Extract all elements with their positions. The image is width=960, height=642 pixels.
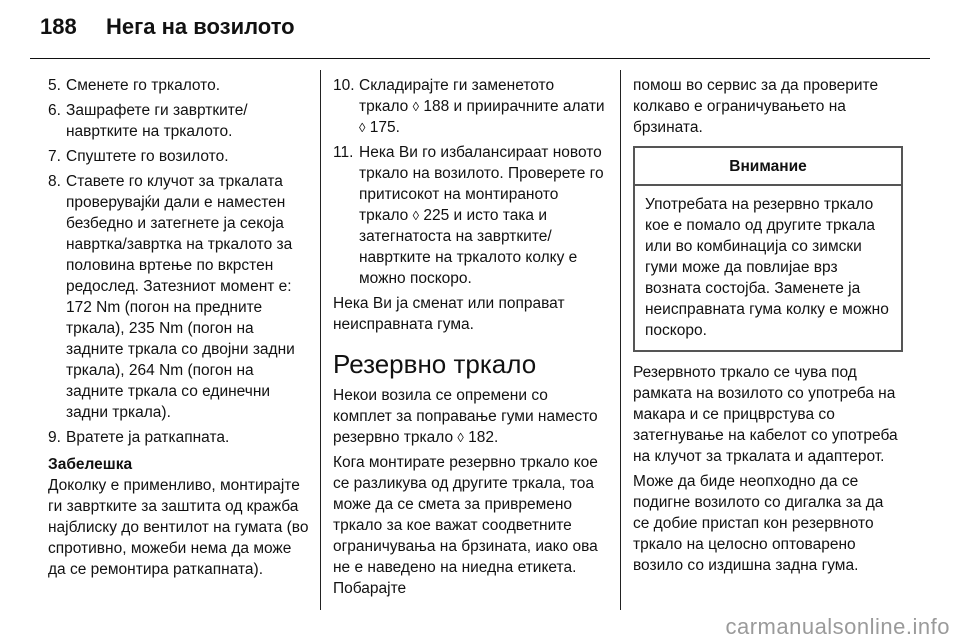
paragraph-part: Некои возила се опремени со комплет за поправање гуми наместо резервно тркало [333, 387, 598, 446]
list-number: 9. [48, 429, 61, 446]
list-item [48, 427, 310, 448]
paragraph: Резервното тркало се чува под рамката на возилото со употреба на макара и се прицврстува со затегнување на кабелот со употреба на клучот за тркалата и адаптерот. [633, 364, 898, 465]
column-2 [333, 75, 605, 603]
list-number: 5. [48, 77, 61, 94]
list-item [333, 142, 605, 289]
paragraph: Кога монтирате резервно тркало кое се разликува од другите тркала, тоа може да се смета за привремено тркало за кое важат соодветните ограничувања на брзината, иако ова не е наведено на ниедна етикета. Побарајте [333, 454, 598, 597]
section-heading: Резервно тркало [333, 349, 537, 379]
list-number: 10. [333, 77, 355, 94]
warning-text: Употребата на резервно тркало кое е помало од другите тркала или во комбинација со зимски гуми може да повлијае врз возната состојба. Заменете ја неисправната гума колку е можно поскоро. [645, 196, 889, 339]
list-text-part: Складирајте ги заменетото тркало [359, 77, 555, 115]
list-text-part: 188 и приирачните алати [423, 98, 605, 115]
list-text [359, 75, 605, 138]
list-item [48, 146, 310, 167]
page-title: Нега на возилото [106, 14, 295, 39]
column-divider [320, 70, 321, 610]
paragraph: помош во сервис за да проверите колкаво е ограничувањето на брзината. [633, 77, 879, 136]
page-header [40, 14, 295, 40]
column-divider [620, 70, 621, 610]
list-number: 7. [48, 148, 61, 165]
list-text: Зашрафете ги завртките/навртките на тркалото. [66, 102, 248, 140]
reference-arrow-icon: ◊ [412, 208, 420, 223]
list-text-part: Нека Ви го избалансираат новото тркало на возилото. Проверете го притисокот на монтираното тркало [359, 144, 604, 224]
paragraph [333, 385, 605, 448]
list-text-part: 225 и исто така и затегнатоста на завртките/навртките на тркалото колку е можно поскоро. [359, 207, 578, 287]
note-text: Доколку е применливо, монтирајте ги завртките за заштита од кражба најблиску до вентилот на гумата (во спротивно, можеби нема да може да се ремонтира раткапната). [48, 477, 309, 578]
list-number: 11. [333, 144, 354, 161]
warning-box [633, 146, 903, 352]
column-3 [633, 75, 903, 580]
list-text: Сменете го тркалото. [66, 77, 221, 94]
list-item [48, 171, 310, 423]
list-item [48, 75, 310, 96]
reference-arrow-icon: ◊ [359, 120, 366, 135]
paragraph-part: 182. [468, 429, 499, 446]
warning-title: Внимание [635, 148, 901, 186]
list-number: 8. [48, 173, 61, 190]
note-title: Забелешка [48, 456, 133, 473]
paragraph: Може да биде неопходно да се подигне возилото со дигалка за да се добие пристап кон резервното тркало на целосно оптоварено возило со издишна задна гума. [633, 473, 884, 574]
list-item [333, 75, 605, 138]
list-text: Спуштете го возилото. [66, 148, 229, 165]
paragraph: Нека Ви ја сменат или поправат неисправната гума. [333, 295, 565, 333]
list-number: 6. [48, 102, 61, 119]
page-number: 188 [40, 14, 77, 39]
list-text: Вратете ја раткапната. [66, 429, 230, 446]
list-item [48, 100, 310, 142]
header-rule [30, 58, 930, 59]
list-text: Ставете го клучот за тркалата проверувајќи дали е наместен безбедно и затегнете ја секоја навртка/завртка на тркалото за половина вртење по вкрстен редослед. Затезниот момент е: 172 Nm (погон на предните тркала), 235 Nm (погон на задните тркала со двојни задни тркала), 264 Nm (погон на задните тркала со единечни задни тркала). [66, 173, 295, 421]
list-text-part: 175. [369, 119, 400, 136]
reference-arrow-icon: ◊ [457, 430, 464, 445]
reference-arrow-icon: ◊ [412, 99, 420, 114]
column-1 [48, 75, 310, 584]
watermark: carmanualsonline.info [725, 614, 950, 639]
list-text [359, 142, 605, 289]
